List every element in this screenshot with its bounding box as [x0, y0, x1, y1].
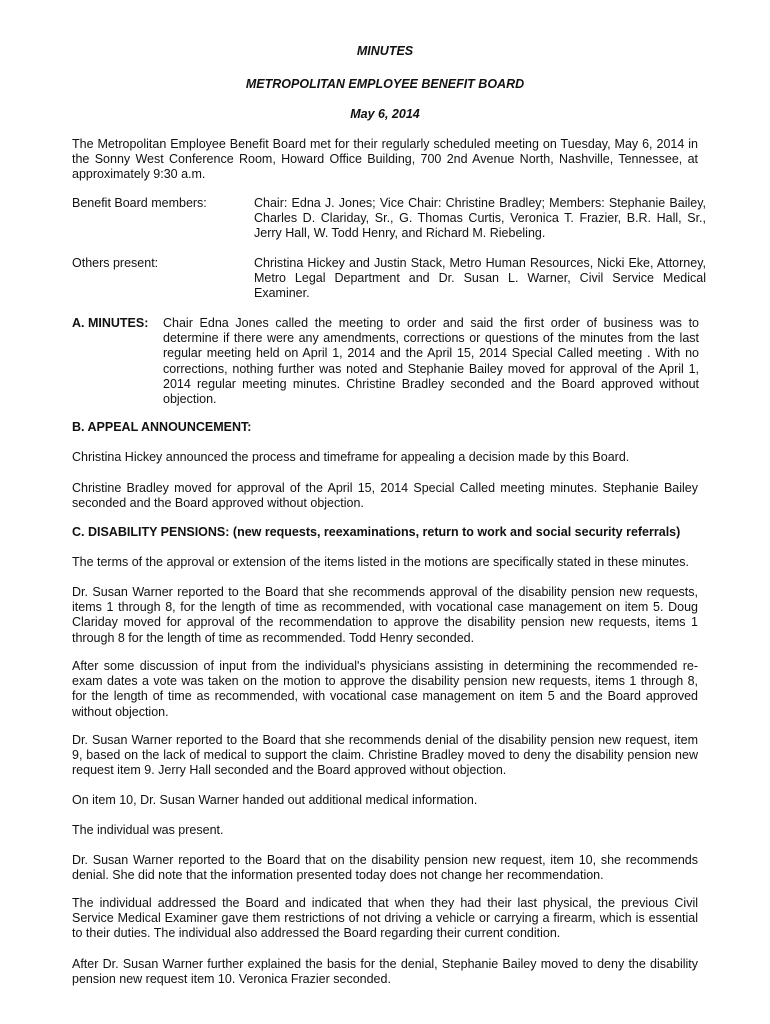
section-c-paragraph: After Dr. Susan Warner further explained the basis for the denial, Stephanie Bailey moved to deny the disability pension new request item 10. Veronica Frazier seconded. [72, 957, 698, 987]
others-label: Others present: [72, 256, 159, 270]
document-title: MINUTES [356, 44, 414, 58]
section-a-body: Chair Edna Jones called the meeting to order and said the first order of business was to determine if there were any amendments, corrections or questions of the minutes from the last regular meeting held on April 1, 2014 and the April 15, 2014 Special Called meeting . With no corrections, nothing further was noted and Stephanie Bailey moved for approval of the April 1, 2014 regular meeting minutes. Christine Bradley seconded and the Board approved without objection. [163, 316, 699, 407]
board-name: METROPOLITAN EMPLOYEE BENEFIT BOARD [245, 77, 525, 91]
section-c-paragraph: The individual was present. [72, 823, 224, 837]
section-b-paragraph: Christine Bradley moved for approval of the April 15, 2014 Special Called meeting minutes. Stephanie Bailey seconded and the Board approved without objection. [72, 481, 698, 511]
section-c-paragraph: After some discussion of input from the individual's physicians assisting in determining the recommended re-exam dates a vote was taken on the motion to approve the disability pension new requests, items 1 through 8, for the length of time as recommended, with vocational case management on item 5 and the Board approved without objection. [72, 659, 698, 719]
members-label: Benefit Board members: [72, 196, 207, 210]
section-c-paragraph: The individual addressed the Board and indicated that when they had their last physical, the previous Civil Service Medical Examiner gave them restrictions of not driving a vehicle or carrying a firearm, which is essential to their duties. The individual also addressed the Board regarding their current condition. [72, 896, 698, 941]
section-a-label: A. MINUTES: [72, 316, 149, 330]
section-b-paragraph: Christina Hickey announced the process and timeframe for appealing a decision made by this Board. [72, 450, 630, 464]
section-c-paragraph: Dr. Susan Warner reported to the Board that she recommends approval of the disability pension new requests, items 1 through 8, for the length of time as recommended, with vocational case management on item 5. Doug Clariday moved for approval of the recommendation to approve the disability pension new requests, items 1 through 8 for the length of time as recommended. Todd Henry seconded. [72, 585, 698, 645]
section-c-heading: C. DISABILITY PENSIONS: (new requests, reexaminations, return to work and social security referrals) [72, 525, 681, 539]
section-c-paragraph: On item 10, Dr. Susan Warner handed out additional medical information. [72, 793, 478, 807]
section-c-paragraph: The terms of the approval or extension of the items listed in the motions are specifically stated in these minutes. [72, 555, 689, 569]
section-c-paragraph: Dr. Susan Warner reported to the Board that on the disability pension new request, item 10, she recommends denial. She did note that the information presented today does not change her recommendation. [72, 853, 698, 883]
section-c-paragraph: Dr. Susan Warner reported to the Board that she recommends denial of the disability pension new request, item 9, based on the lack of medical to support the claim. Christine Bradley moved to deny the disability pension new request item 9. Jerry Hall seconded and the Board approved without objection. [72, 733, 698, 778]
members-list: Chair: Edna J. Jones; Vice Chair: Christine Bradley; Members: Stephanie Bailey, Charles D. Clariday, Sr., G. Thomas Curtis, Veronica T. Frazier, B.R. Hall, Sr., Jerry Hall, W. Todd Henry, and Richard M. Riebeling. [254, 196, 706, 241]
section-b-heading: B. APPEAL ANNOUNCEMENT: [72, 420, 252, 434]
intro-paragraph: The Metropolitan Employee Benefit Board met for their regularly scheduled meeting on Tuesday, May 6, 2014 in the Sonny West Conference Room, Howard Office Building, 700 2nd Avenue North, Nashville, Tennessee, at approximately 9:30 a.m. [72, 137, 698, 182]
meeting-date: May 6, 2014 [350, 107, 420, 121]
others-list: Christina Hickey and Justin Stack, Metro Human Resources, Nicki Eke, Attorney, Metro Legal Department and Dr. Susan L. Warner, Civil Service Medical Examiner. [254, 256, 706, 301]
